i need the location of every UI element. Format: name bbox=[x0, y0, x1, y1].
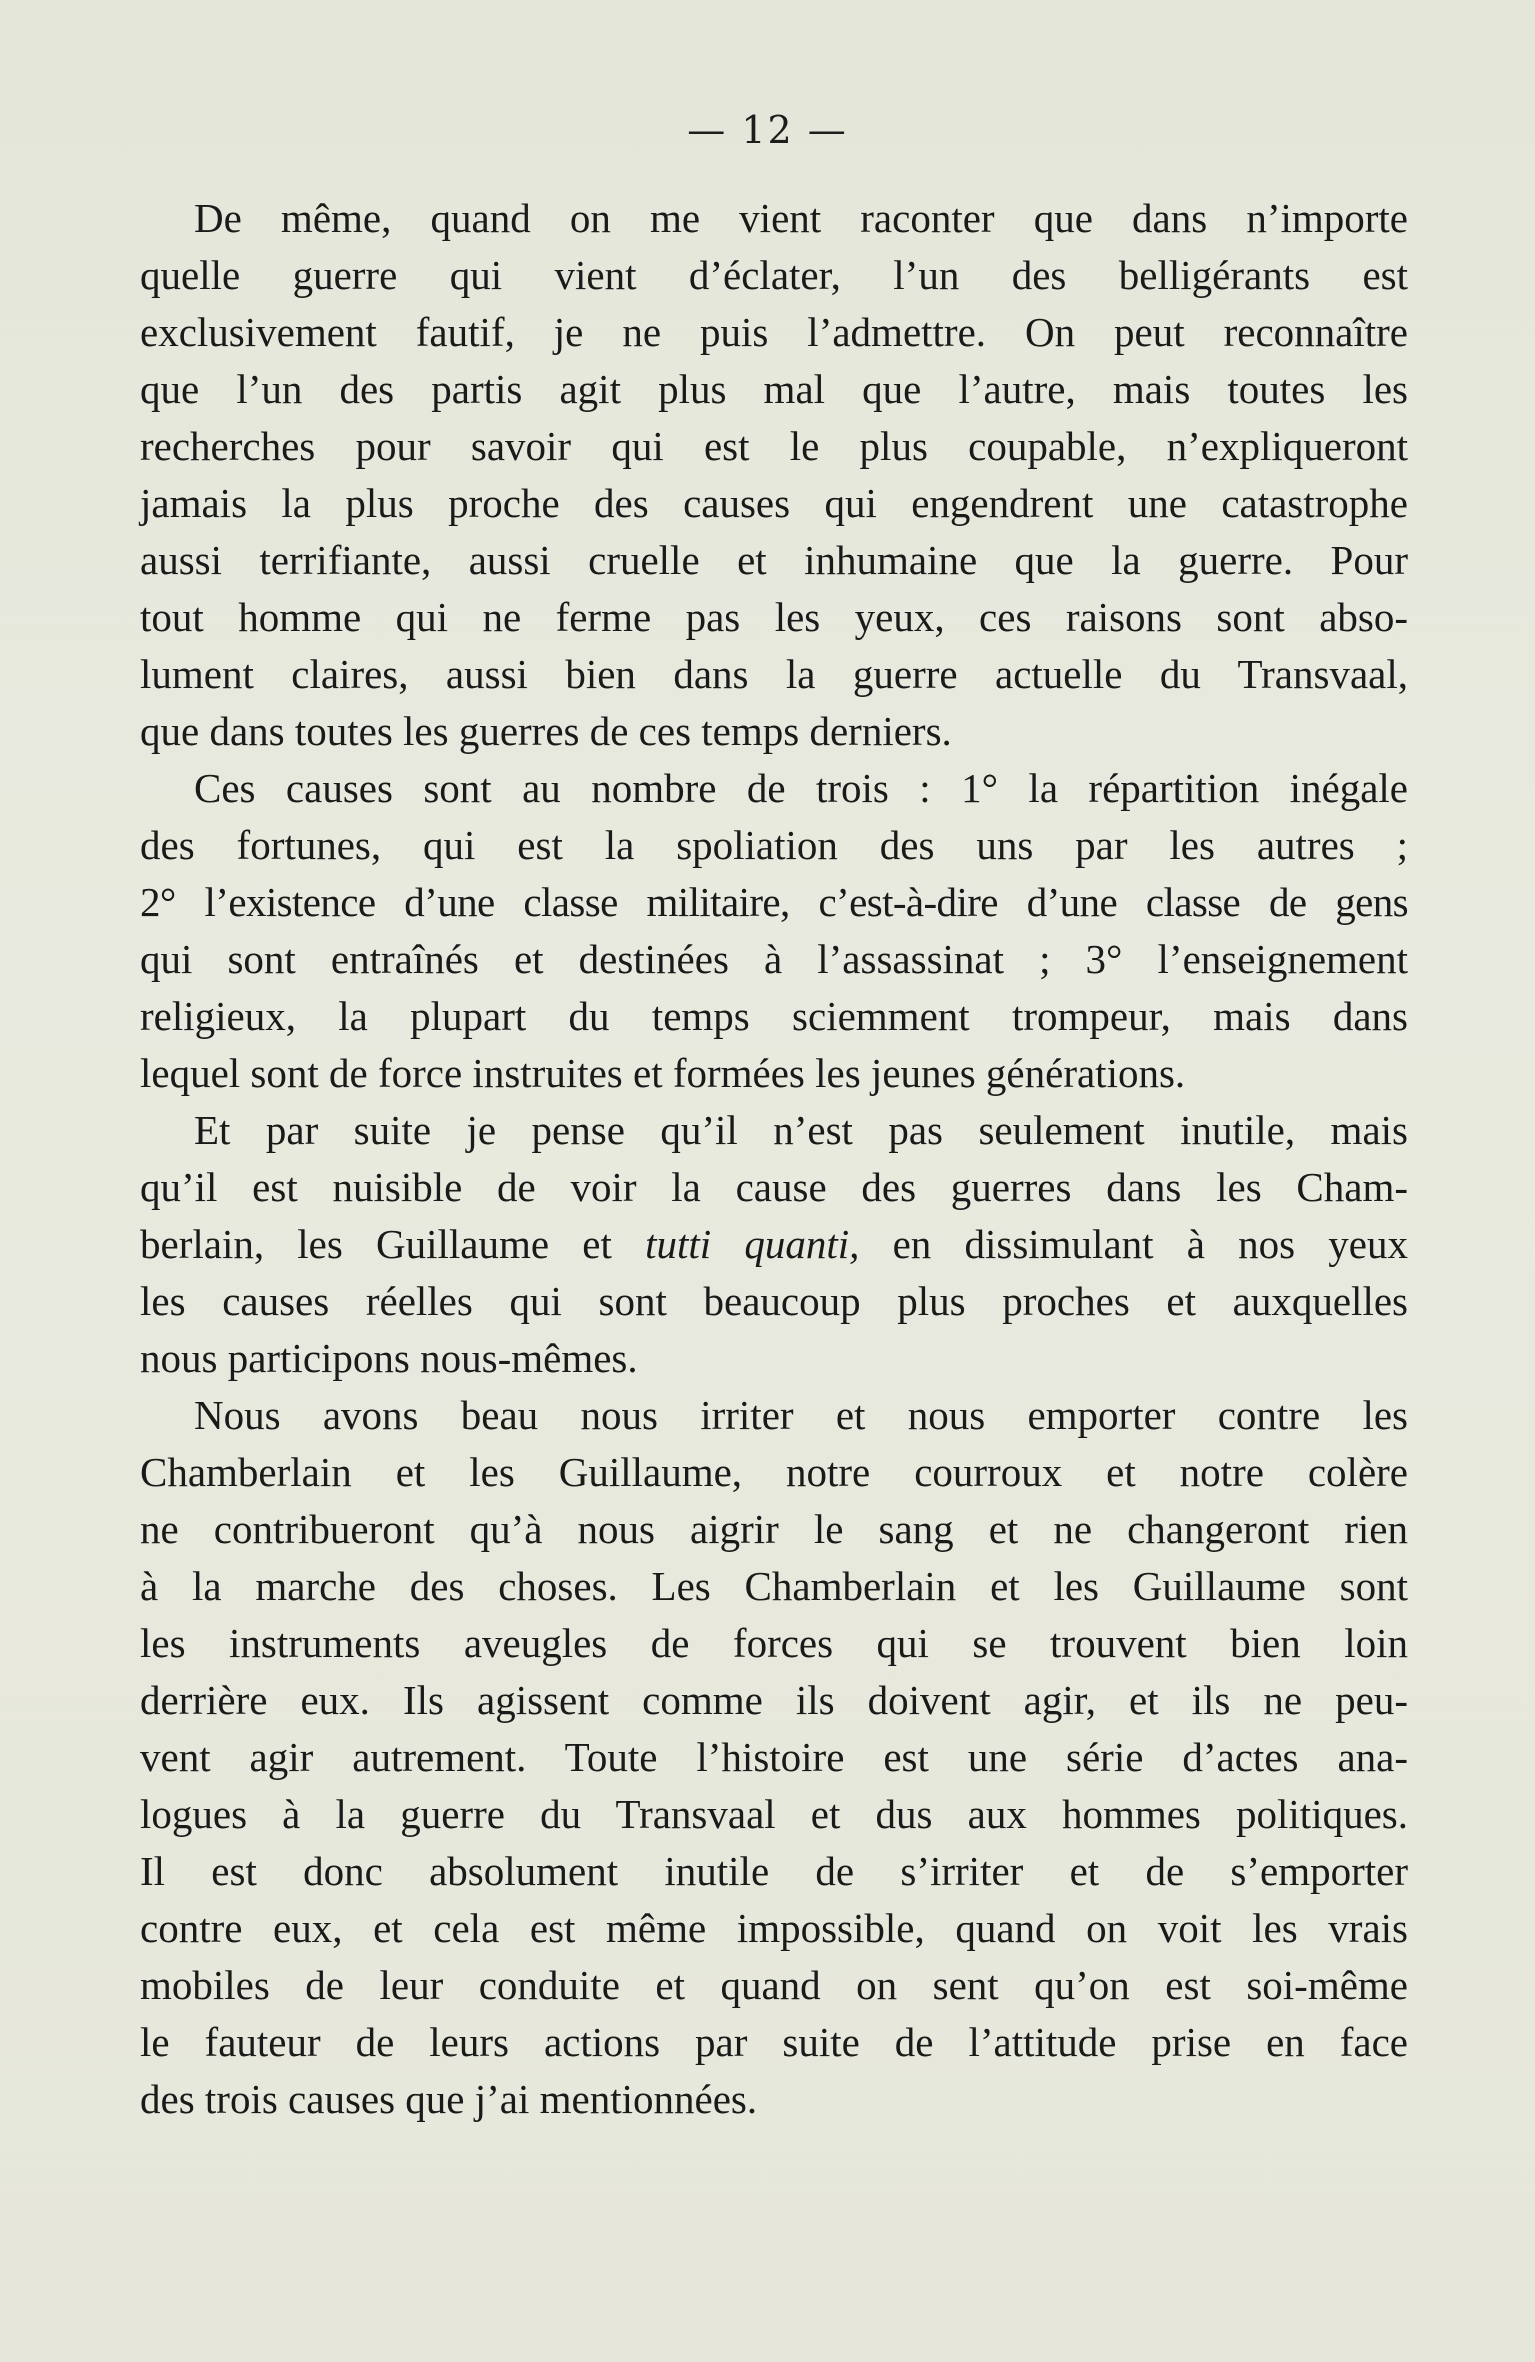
text-line: vent agir autrement. Toute l’histoire est une série d’actes ana- bbox=[140, 1734, 1408, 1780]
text-line: Nous avons beau nous irriter et nous emporter contre les bbox=[194, 1392, 1408, 1438]
text-line: des trois causes que j’ai mentionnées. bbox=[140, 2076, 758, 2122]
text-line: Il est donc absolument inutile de s’irriter et de s’emporter bbox=[140, 1848, 1408, 1894]
text-line: Chamberlain et les Guillaume, notre courroux et notre colère bbox=[140, 1449, 1408, 1495]
text-line: qui sont entraînés et destinées à l’assassinat ; 3° l’enseignement bbox=[140, 936, 1408, 982]
paragraph bbox=[140, 760, 1408, 1102]
body-text bbox=[140, 190, 1408, 2128]
paragraph bbox=[140, 1387, 1408, 2128]
text-line: contre eux, et cela est même impossible, quand on voit les vrais bbox=[140, 1905, 1408, 1951]
text-line: ne contribueront qu’à nous aigrir le sang et ne changeront rien bbox=[140, 1506, 1408, 1552]
text-line: quelle guerre qui vient d’éclater, l’un des belligérants est bbox=[140, 252, 1408, 298]
text-line: le fauteur de leurs actions par suite de l’attitude prise en face bbox=[140, 2019, 1408, 2065]
text-line: lument claires, aussi bien dans la guerre actuelle du Transvaal, bbox=[140, 651, 1408, 697]
text-line: nous participons nous-mêmes. bbox=[140, 1335, 638, 1381]
text-line: Ces causes sont au nombre de trois : 1° la répartition inégale bbox=[194, 765, 1408, 811]
text-line: des fortunes, qui est la spoliation des uns par les autres ; bbox=[140, 822, 1408, 868]
text-line: exclusivement fautif, je ne puis l’admettre. On peut reconnaître bbox=[140, 309, 1408, 355]
text-line: De même, quand on me vient raconter que dans n’importe bbox=[194, 195, 1408, 241]
text-line: Et par suite je pense qu’il n’est pas seulement inutile, mais bbox=[194, 1107, 1408, 1153]
paragraph bbox=[140, 190, 1408, 760]
italic-phrase: tutti quanti, bbox=[645, 1221, 860, 1267]
text-line: religieux, la plupart du temps sciemment trompeur, mais dans bbox=[140, 993, 1408, 1039]
text-line: logues à la guerre du Transvaal et dus aux hommes politiques. bbox=[140, 1791, 1408, 1837]
text-line: aussi terrifiante, aussi cruelle et inhumaine que la guerre. Pour bbox=[140, 537, 1408, 583]
text-line: les instruments aveugles de forces qui se trouvent bien loin bbox=[140, 1620, 1408, 1666]
text-line: tout homme qui ne ferme pas les yeux, ces raisons sont abso- bbox=[140, 594, 1408, 640]
text-fragment: berlain, les Guillaume et bbox=[140, 1221, 646, 1267]
text-line-with-italic bbox=[140, 1216, 1408, 1273]
text-line: derrière eux. Ils agissent comme ils doivent agir, et ils ne peu- bbox=[140, 1677, 1408, 1723]
text-line: lequel sont de force instruites et formées les jeunes générations. bbox=[140, 1050, 1186, 1096]
text-line: que l’un des partis agit plus mal que l’autre, mais toutes les bbox=[140, 366, 1408, 412]
paragraph bbox=[140, 1102, 1408, 1387]
text-line: qu’il est nuisible de voir la cause des guerres dans les Cham- bbox=[140, 1164, 1408, 1210]
text-line: recherches pour savoir qui est le plus coupable, n’expliqueront bbox=[140, 423, 1408, 469]
text-line: mobiles de leur conduite et quand on sent qu’on est soi-même bbox=[140, 1962, 1408, 2008]
text-line: que dans toutes les guerres de ces temps derniers. bbox=[140, 708, 952, 754]
page-number: — 12 — bbox=[687, 108, 848, 152]
text-line: jamais la plus proche des causes qui engendrent une catastrophe bbox=[140, 480, 1408, 526]
text-fragment: en dissimulant à nos yeux bbox=[859, 1221, 1408, 1267]
text-line: les causes réelles qui sont beaucoup plus proches et auxquelles bbox=[140, 1278, 1408, 1324]
text-line: à la marche des choses. Les Chamberlain et les Guillaume sont bbox=[140, 1563, 1408, 1609]
text-line: 2° l’existence d’une classe militaire, c’est-à-dire d’une classe de gens bbox=[140, 879, 1408, 925]
